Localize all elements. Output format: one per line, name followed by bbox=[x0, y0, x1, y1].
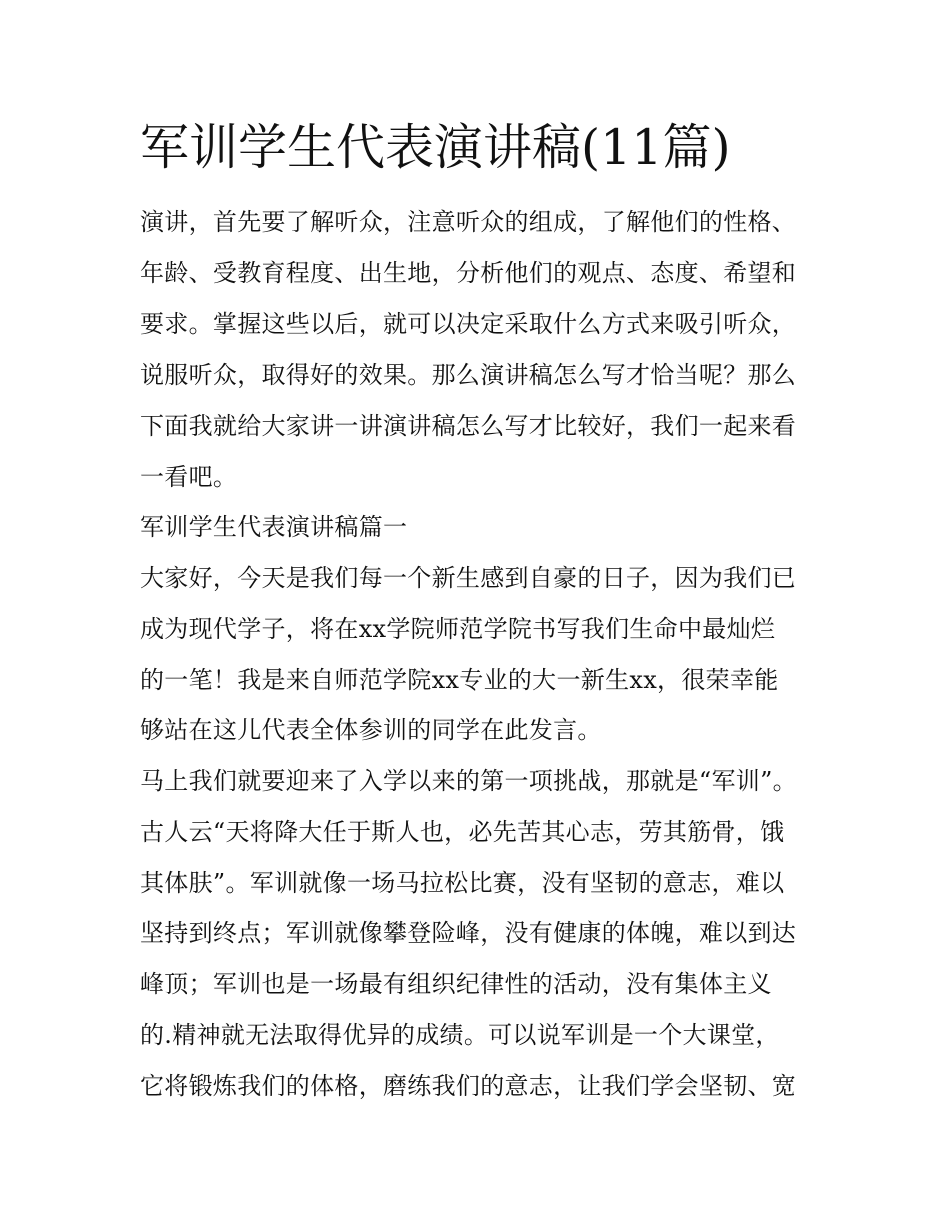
body-line: 它将锻炼我们的体格，磨练我们的意志，让我们学会坚韧、宽 bbox=[140, 1072, 797, 1100]
body-line: 马上我们就要迎来了入学以来的第一项挑战，那就是“军训”。 bbox=[140, 767, 797, 795]
body-line: 年龄、受教育程度、出生地，分析他们的观点、态度、希望和 bbox=[140, 259, 797, 287]
body-line: 的一笔！我是来自师范学院xx专业的大一新生xx，很荣幸能 bbox=[140, 666, 779, 694]
body-line: 其体肤”。军训就像一场马拉松比赛，没有坚韧的意志，难以 bbox=[140, 869, 785, 897]
body-line: 大家好，今天是我们每一个新生感到自豪的日子，因为我们已 bbox=[140, 564, 797, 592]
body-line: 古人云“天将降大任于斯人也，必先苦其心志，劳其筋骨，饿 bbox=[140, 818, 785, 846]
document-title: 军训学生代表演讲稿(11篇) bbox=[140, 119, 731, 176]
section-heading: 军训学生代表演讲稿篇一 bbox=[140, 513, 408, 541]
body-line: 下面我就给大家讲一讲演讲稿怎么写才比较好，我们一起来看 bbox=[140, 412, 797, 440]
body-line: 要求。掌握这些以后，就可以决定采取什么方式来吸引听众， bbox=[140, 310, 797, 338]
body-line: 峰顶；军训也是一场最有组织纪律性的活动，没有集体主义 bbox=[140, 970, 772, 998]
body-line: 的.精神就无法取得优异的成绩。可以说军训是一个大课堂， bbox=[140, 1021, 780, 1049]
body-line: 一看吧。 bbox=[140, 463, 238, 491]
body-line: 够站在这儿代表全体参训的同学在此发言。 bbox=[140, 716, 602, 744]
body-line: 成为现代学子，将在xx学院师范学院书写我们生命中最灿烂 bbox=[140, 615, 776, 643]
body-line: 演讲，首先要了解听众，注意听众的组成，了解他们的性格、 bbox=[140, 208, 797, 236]
body-line: 坚持到终点；军训就像攀登险峰，没有健康的体魄，难以到达 bbox=[140, 919, 797, 947]
body-line: 说服听众，取得好的效果。那么演讲稿怎么写才恰当呢？那么 bbox=[140, 361, 797, 389]
